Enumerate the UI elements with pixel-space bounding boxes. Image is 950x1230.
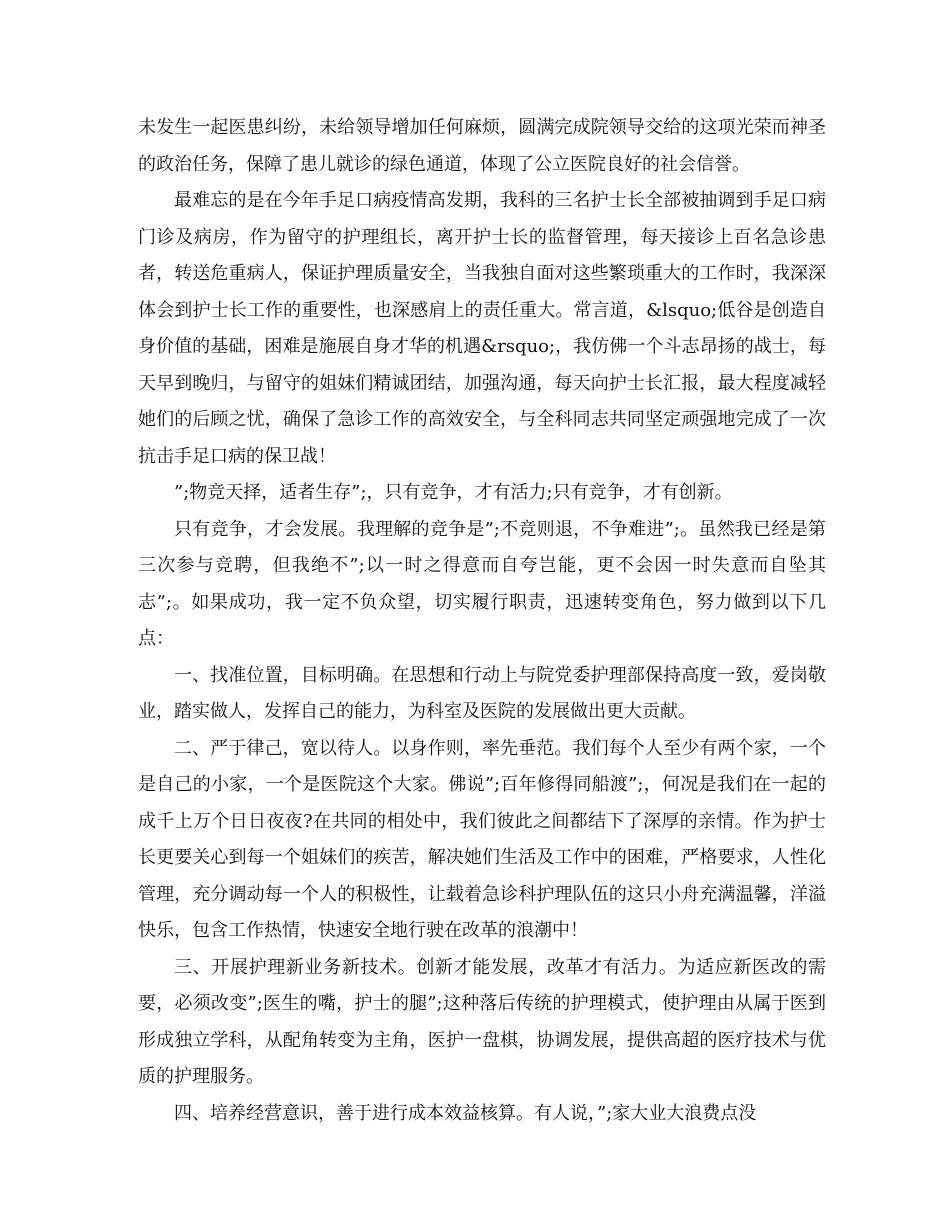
paragraph-6: 二、严于律己，宽以待人。以身作则，率先垂范。我们每个人至少有两个家，一个是自己的小家，一个是医院这个大家。佛说”;百年修得同船渡”;，何况是我们在一起的成千上万个日日夜夜?在共同的相处中，我们彼此之间都结下了深厚的亲情。作为护士长更要关心到每一个姐妹们的疾苦，解决她们生活及工作中的困难，严格要求，人性化管理，充分调动每一个人的积极性，让载着急诊科护理队伍的这只小舟充满温馨，洋溢快乐，包含工作热情，快速安全地行驶在改革的浪潮中！: [138, 737, 826, 941]
paragraph-5: 一、找准位置，目标明确。在思想和行动上与院党委护理部保持高度一致，爱岗敬业，踏实做人，发挥自己的能力，为科室及医院的发展做出更大贡献。: [138, 664, 826, 722]
paragraph-3: ”;物竞天择，适者生存”;，只有竞争，才有活力;只有竞争，才有创新。: [174, 482, 733, 503]
paragraph-8: 四、培养经营意识，善于进行成本效益核算。有人说，”;家大业大浪费点没: [174, 1102, 757, 1124]
paragraph-2: 最难忘的是在今年手足口病疫情高发期，我科的三名护士长全部被抽调到手足口病门诊及病房，作为留守的护理组长，离开护士长的监督管理，每天接诊上百名急诊患者，转送危重病人，保证护理质量安全，当我独自面对这些繁琐重大的工作时，我深深体会到护士长工作的重要性，也深感肩上的责任重大。常言道，&lsquo;低谷是创造自身价值的基础，困难是施展自身才华的机遇&rsquo;，我仿佛一个斗志昂扬的战士，每天早到晚归，与留守的姐妹们精诚团结，加强沟通，每天向护士长汇报，最大程度减轻她们的后顾之忧，确保了急诊工作的高效安全，与全科同志共同坚定顽强地完成了一次抗击手足口病的保卫战！: [138, 190, 826, 467]
paragraph-1: 未发生一起医患纠纷，未给领导增加任何麻烦，圆满完成院领导交给的这项光荣而神圣的政治任务，保障了患儿就诊的绿色通道，体现了公立医院良好的社会信誉。: [138, 117, 826, 175]
paragraph-7: 三、开展护理新业务新技术。创新才能发展，改革才有活力。为适应新医改的需要，必须改变”;医生的嘴，护士的腿”;这种落后传统的护理模式，使护理由从属于医到形成独立学科，从配角转变为主角，医护一盘棋，协调发展，提供高超的医疗技术与优质的护理服务。: [138, 956, 826, 1087]
paragraph-4: 只有竞争，才会发展。我理解的竞争是”;不竞则退，不争难进”;。虽然我已经是第三次参与竞聘，但我绝不”;以一时之得意而自夸岂能，更不会因一时失意而自坠其志”;。如果成功，我一定不负众望，切实履行职责，迅速转变角色，努力做到以下几点：: [138, 518, 826, 649]
document-body: [138, 110, 826, 1132]
